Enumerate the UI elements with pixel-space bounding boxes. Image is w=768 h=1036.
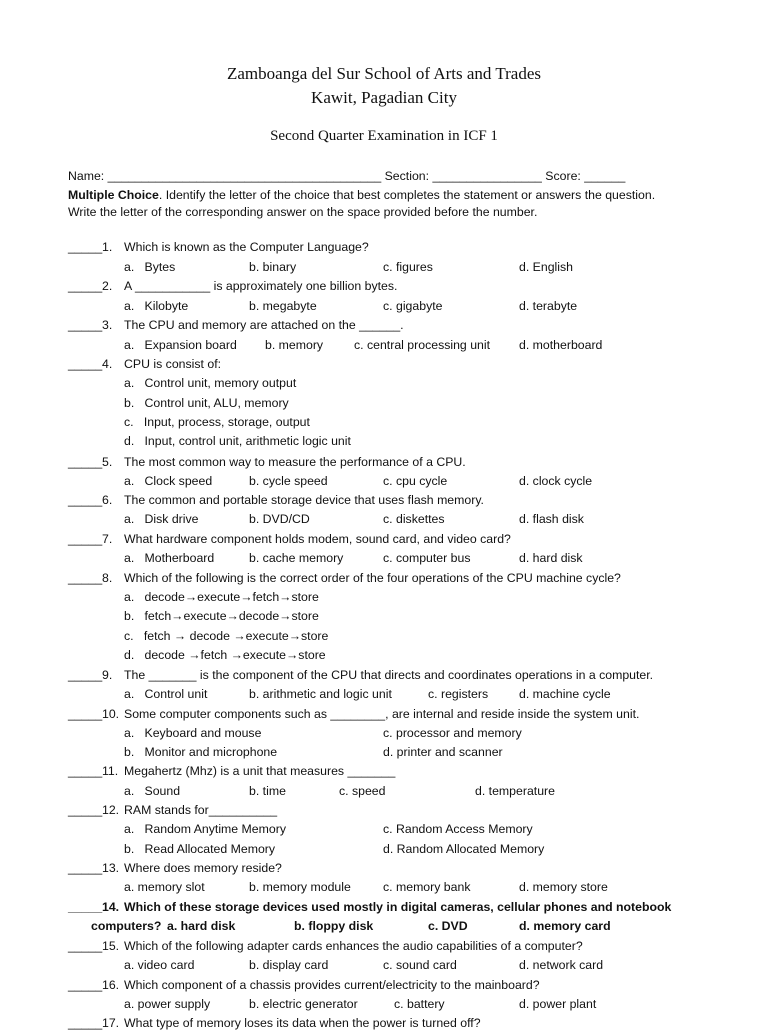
question-number: 7.	[102, 532, 113, 546]
question-number: 8.	[102, 571, 113, 585]
choices-12-row1	[0, 822, 768, 842]
choice-b: b. Monitor and microphone	[124, 745, 278, 759]
choice-d	[0, 434, 768, 454]
question-3	[0, 318, 768, 338]
answer-blank: _____	[68, 861, 103, 875]
question-number: 12.	[102, 803, 120, 817]
choice-c: c. DVD	[428, 919, 468, 933]
question-number: 3.	[102, 318, 113, 332]
choice-b: b. arithmetic and logic unit	[249, 687, 392, 701]
choice-d: d. clock cycle	[519, 474, 593, 488]
choice-a: a. Sound	[124, 784, 181, 798]
question-text: Where does memory reside?	[124, 861, 282, 875]
school-name: Zamboanga del Sur School of Arts and Trades	[227, 64, 541, 83]
choices-16	[0, 997, 768, 1017]
answer-blank: _____	[68, 532, 103, 546]
school-location: Kawit, Pagadian City	[311, 88, 457, 107]
choice-b: b. floppy disk	[294, 919, 374, 933]
answer-blank: _____	[68, 978, 103, 992]
question-text-continued: computers?	[91, 919, 162, 933]
choices-12-row2	[0, 842, 768, 862]
answer-blank: _____	[68, 668, 103, 682]
choice-d: d. flash disk	[519, 512, 584, 526]
question-number: 6.	[102, 493, 113, 507]
choice-a: a. video card	[124, 958, 195, 972]
question-number: 16.	[102, 978, 120, 992]
answer-blank: _____	[68, 764, 103, 778]
question-4	[0, 357, 768, 377]
question-8	[0, 571, 768, 591]
question-text: Megahertz (Mhz) is a unit that measures _______	[124, 764, 396, 778]
choice-a: a. hard disk	[167, 919, 236, 933]
question-text: The CPU and memory are attached on the ______.	[124, 318, 404, 332]
choice-b: b. megabyte	[249, 299, 317, 313]
choice-d-text: d. Input, control unit, arithmetic logic unit	[124, 434, 351, 448]
choice-c: c. cpu cycle	[383, 474, 448, 488]
question-number: 11.	[102, 764, 119, 778]
question-12	[0, 803, 768, 823]
question-text: Which is known as the Computer Language?	[124, 240, 369, 254]
choice-a: a. Kilobyte	[124, 299, 189, 313]
choice-d: d. printer and scanner	[383, 745, 503, 759]
choice-c: c. computer bus	[383, 551, 471, 565]
choices-14	[0, 919, 768, 939]
choice-c: c. battery	[394, 997, 445, 1011]
choice-c: c. gigabyte	[383, 299, 443, 313]
choice-c	[0, 629, 768, 649]
answer-blank: _____	[68, 357, 103, 371]
choice-d: d. English	[519, 260, 574, 274]
answer-blank: _____	[68, 318, 103, 332]
choice-b: b. binary	[249, 260, 297, 274]
question-15	[0, 939, 768, 959]
choice-c: c. processor and memory	[383, 726, 522, 740]
choice-c: c. diskettes	[383, 512, 445, 526]
answer-blank: _____	[68, 240, 103, 254]
choice-b	[0, 396, 768, 416]
instructions-bold: Multiple Choice	[68, 188, 159, 202]
choices-15	[0, 958, 768, 978]
choice-c: c. memory bank	[383, 880, 471, 894]
choice-b	[0, 609, 768, 629]
choice-c: c. sound card	[383, 958, 457, 972]
question-text: Which of these storage devices used mostly in digital cameras, cellular phones and notebook	[124, 900, 672, 914]
choices-2	[0, 299, 768, 319]
choice-d: d. machine cycle	[519, 687, 611, 701]
answer-blank: _____	[68, 707, 103, 721]
question-text: The common and portable storage device that uses flash memory.	[124, 493, 484, 507]
choice-d-text: d. decode →fetch →execute→store	[124, 648, 326, 662]
choice-d: d. memory store	[519, 880, 608, 894]
choices-7	[0, 551, 768, 571]
answer-blank: _____	[68, 455, 103, 469]
question-text: What type of memory loses its data when the power is turned off?	[124, 1016, 481, 1030]
question-10	[0, 707, 768, 727]
question-text: A ___________ is approximately one billion bytes.	[124, 279, 398, 293]
choice-a: a. Keyboard and mouse	[124, 726, 262, 740]
choice-b: b. display card	[249, 958, 329, 972]
question-number: 17.	[102, 1016, 120, 1030]
choice-a: a. memory slot	[124, 880, 205, 894]
question-7	[0, 532, 768, 552]
choice-d: d. temperature	[475, 784, 555, 798]
choice-d: d. Random Allocated Memory	[383, 842, 545, 856]
choice-b-text: b. fetch→execute→decode→store	[124, 609, 319, 623]
choice-c: c. Random Access Memory	[383, 822, 533, 836]
question-text: Which of the following adapter cards enhances the audio capabilities of a computer?	[124, 939, 583, 953]
question-text: Which component of a chassis provides current/electricity to the mainboard?	[124, 978, 540, 992]
name-section-score-line: Name: ________________________________________ Section: ________________ Score: ______	[68, 169, 626, 183]
question-text: Which of the following is the correct order of the four operations of the CPU machine cycle?	[124, 571, 621, 585]
answer-blank: _____	[68, 493, 103, 507]
question-number: 1.	[102, 240, 113, 254]
choice-d	[0, 648, 768, 668]
choice-a-text: a. decode→execute→fetch→store	[124, 590, 319, 604]
choice-d: d. hard disk	[519, 551, 583, 565]
choice-a: a. Clock speed	[124, 474, 213, 488]
choice-b: b. memory module	[249, 880, 351, 894]
choices-1	[0, 260, 768, 280]
question-number: 15.	[102, 939, 120, 953]
choice-a	[0, 590, 768, 610]
choice-b: b. electric generator	[249, 997, 358, 1011]
choice-a: a. Expansion board	[124, 338, 237, 352]
choice-b: b. DVD/CD	[249, 512, 310, 526]
choice-c: c. central processing unit	[354, 338, 491, 352]
question-number: 4.	[102, 357, 113, 371]
choice-c	[0, 415, 768, 435]
choice-d: d. network card	[519, 958, 604, 972]
choice-b: b. cache memory	[249, 551, 344, 565]
choice-c: c. figures	[383, 260, 433, 274]
exam-title: Second Quarter Examination in ICF 1	[270, 128, 498, 144]
question-text: What hardware component holds modem, sound card, and video card?	[124, 532, 511, 546]
choices-11	[0, 784, 768, 804]
question-number: 10.	[102, 707, 120, 721]
answer-blank: _____	[68, 279, 103, 293]
choice-b-text: b. Control unit, ALU, memory	[124, 396, 289, 410]
question-number: 14.	[102, 900, 120, 914]
choice-d: d. memory card	[519, 919, 611, 933]
choices-9	[0, 687, 768, 707]
question-text: Some computer components such as ________, are internal and reside inside the system unit.	[124, 707, 640, 721]
choice-d: d. terabyte	[519, 299, 578, 313]
choice-a: a. Disk drive	[124, 512, 199, 526]
question-2	[0, 279, 768, 299]
question-11	[0, 764, 768, 784]
choice-d: d. motherboard	[519, 338, 603, 352]
choice-b: b. cycle speed	[249, 474, 328, 488]
answer-blank: _____	[68, 900, 103, 914]
question-5	[0, 455, 768, 475]
choices-13	[0, 880, 768, 900]
choice-a: a. power supply	[124, 997, 211, 1011]
instructions-line-1	[68, 188, 655, 202]
question-1	[0, 240, 768, 260]
choices-3	[0, 338, 768, 358]
choices-10-row2	[0, 745, 768, 765]
question-number: 13.	[102, 861, 120, 875]
choice-b: b. time	[249, 784, 286, 798]
choices-6	[0, 512, 768, 532]
instructions-line-2: Write the letter of the corresponding answer on the space provided before the number.	[68, 205, 538, 219]
choice-c: c. registers	[428, 687, 489, 701]
question-17	[0, 1016, 768, 1036]
choice-b: b. memory	[265, 338, 324, 352]
question-text: CPU is consist of:	[124, 357, 222, 371]
instructions-rest: . Identify the letter of the choice that best completes the statement or answers the question.	[158, 188, 656, 202]
question-text: The _______ is the component of the CPU that directs and coordinates operations in a computer.	[124, 668, 654, 682]
question-number: 9.	[102, 668, 113, 682]
choice-a: a. Motherboard	[124, 551, 215, 565]
choices-10-row1	[0, 726, 768, 746]
choice-a: a. Control unit	[124, 687, 208, 701]
choice-a: a. Bytes	[124, 260, 176, 274]
question-6	[0, 493, 768, 513]
choice-d: d. power plant	[519, 997, 597, 1011]
question-number: 2.	[102, 279, 113, 293]
answer-blank: _____	[68, 571, 103, 585]
question-9	[0, 668, 768, 688]
answer-blank: _____	[68, 939, 103, 953]
choice-c-text: c. fetch → decode →execute→store	[124, 629, 329, 643]
question-number: 5.	[102, 455, 113, 469]
question-14	[0, 900, 768, 920]
question-16	[0, 978, 768, 998]
choice-a: a. Random Anytime Memory	[124, 822, 286, 836]
choice-a-text: a. Control unit, memory output	[124, 376, 297, 390]
answer-blank: _____	[68, 803, 103, 817]
choice-c-text: c. Input, process, storage, output	[124, 415, 310, 429]
choice-c: c. speed	[339, 784, 386, 798]
choice-b: b. Read Allocated Memory	[124, 842, 276, 856]
question-13	[0, 861, 768, 881]
answer-blank: _____	[68, 1016, 103, 1030]
question-text: RAM stands for__________	[124, 803, 278, 817]
question-text: The most common way to measure the performance of a CPU.	[124, 455, 466, 469]
choice-a	[0, 376, 768, 396]
choices-5	[0, 474, 768, 494]
